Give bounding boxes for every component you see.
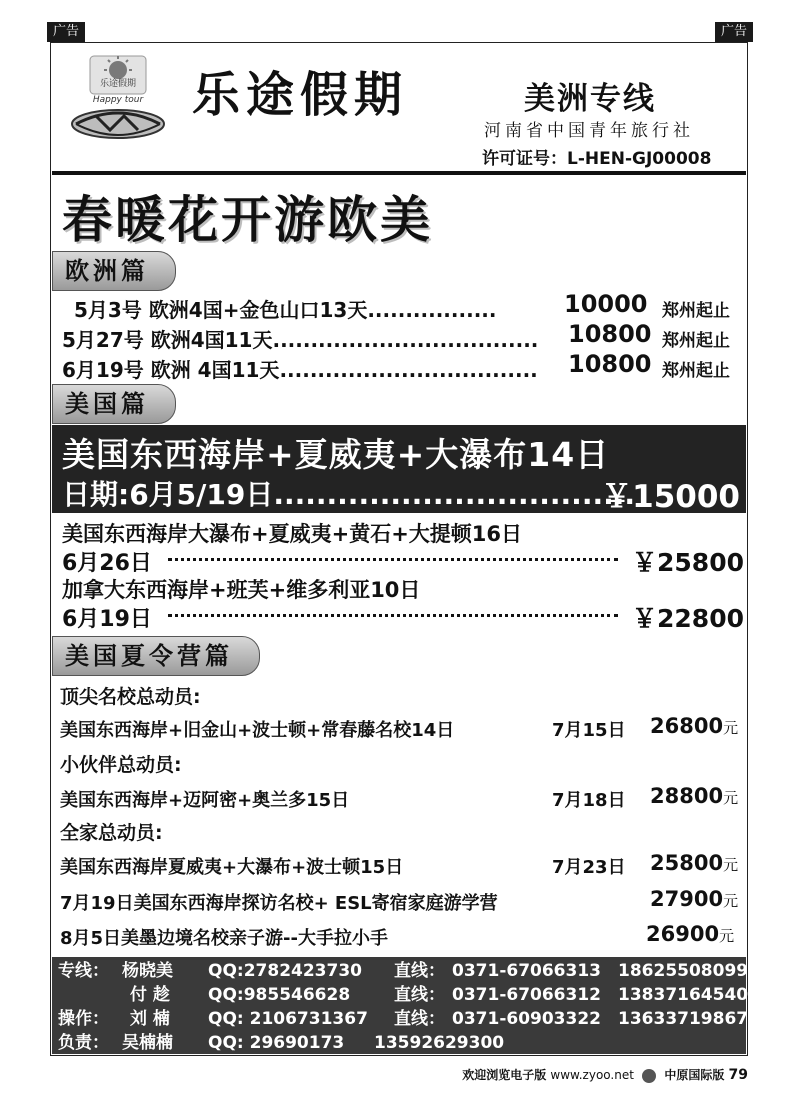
brand-name: 乐途假期 (192, 67, 409, 123)
contact-role: 操作： (58, 1009, 109, 1029)
usa-tour-price: ￥22800 (632, 604, 744, 633)
europe-row-date: 6月19号 (62, 358, 144, 382)
camp-date: 7月18日 (552, 790, 626, 811)
europe-row-dots: ................................... (272, 328, 539, 352)
camp-route: 美国东西海岸夏威夷+大瀑布+波士顿15日 (60, 857, 404, 878)
contact-qq: QQ:2782423730 (208, 961, 362, 981)
tab-summer-camp: 美国夏令营篇 (52, 636, 260, 676)
contact-tel[interactable]: 0371-67066313 (452, 961, 601, 981)
contact-tel[interactable]: 0371-60903322 (452, 1009, 601, 1029)
agency-name: 河南省中国青年旅行社 (484, 121, 694, 141)
europe-row-price-wrap (564, 290, 648, 318)
usa-tour-title: 加拿大东西海岸+班芙+维多利亚10日 (62, 578, 421, 602)
usa-tour-leader (168, 614, 618, 617)
page-footer (462, 1066, 748, 1083)
tab-europe: 欧洲篇 (52, 251, 176, 291)
usa-tour-date: 6月26日 (62, 551, 152, 576)
camp-price: 26800 (650, 714, 724, 738)
camp-extra-price-wrap (650, 887, 738, 911)
europe-row-note-wrap (662, 356, 730, 381)
contact-mobile[interactable]: 13592629300 (374, 1033, 505, 1053)
europe-row-price: 10800 (568, 320, 652, 348)
europe-row-route: 欧洲4国+金色山口13天 (148, 298, 368, 322)
contact-qq: QQ:985546628 (208, 985, 351, 1005)
camp-extra-price-wrap (646, 922, 734, 946)
brand-subtitle: 美洲专线 (524, 81, 656, 117)
contact-name: 杨晓美 (122, 961, 173, 981)
camp-route: 美国东西海岸+旧金山+波士顿+常春藤名校14日 (60, 720, 455, 741)
europe-row-note-wrap (662, 326, 730, 351)
featured-tour-title: 美国东西海岸+夏威夷+大瀑布14日 (62, 435, 610, 474)
header-divider (52, 171, 746, 175)
camp-date: 7月23日 (552, 857, 626, 878)
europe-row-note-wrap (662, 296, 730, 321)
main-title: 春暖花开游欧美 (62, 190, 433, 249)
contact-tel-label: 直线： (394, 1009, 445, 1029)
camp-price-unit: 元 (723, 856, 739, 874)
camp-group-heading: 全家总动员: (60, 822, 163, 844)
usa-tour-date: 6月19日 (62, 607, 152, 632)
featured-tour-price: ￥15000 (601, 479, 740, 515)
tab-usa: 美国篇 (52, 384, 176, 424)
ad-tag-right: 广告 (715, 22, 753, 42)
contact-qq: QQ: 2106731367 (208, 1009, 368, 1029)
ad-tag-left: 广告 (47, 22, 85, 42)
europe-row-note: 郑州起止 (662, 331, 730, 351)
contact-role: 专线： (58, 961, 109, 981)
europe-row-route: 欧洲4国11天 (150, 328, 273, 352)
camp-extra-route: 7月19日美国东西海岸探访名校+ ESL寄宿家庭游学营 (60, 893, 498, 914)
europe-row-price: 10800 (568, 350, 652, 378)
page-number: 79 (728, 1067, 748, 1083)
camp-extra-price: 27900 (650, 887, 724, 911)
camp-extra-price: 26900 (646, 922, 720, 946)
company-logo (66, 54, 170, 142)
camp-price-unit: 元 (723, 719, 739, 737)
europe-row-date: 5月27号 (62, 328, 144, 352)
camp-extra-price-unit: 元 (723, 892, 739, 910)
europe-row-dots: ................. (367, 298, 497, 322)
camp-price: 28800 (650, 784, 724, 808)
camp-price: 25800 (650, 851, 724, 875)
footer-url[interactable]: www.zyoo.net (550, 1068, 634, 1082)
europe-row-price-wrap (568, 320, 652, 348)
contact-mobile[interactable]: 13837164540 (618, 985, 749, 1005)
europe-row-route: 欧洲 4国11天 (150, 358, 280, 382)
camp-group-heading: 顶尖名校总动员: (60, 686, 201, 708)
contact-tel-label: 直线： (394, 985, 445, 1005)
footer-edition: 中原国际版 (664, 1068, 725, 1082)
contact-mobile[interactable]: 18625508099 (618, 961, 749, 981)
featured-tour-date: 日期:6月5/19日.................................. (62, 478, 636, 511)
contact-name: 吴楠楠 (122, 1033, 173, 1053)
europe-row-note: 郑州起止 (662, 361, 730, 381)
usa-tour-leader (168, 558, 618, 561)
europe-row-date: 5月3号 (74, 298, 142, 322)
logo-text: 乐途假期 (99, 79, 137, 89)
europe-row-dots: .................................. (279, 358, 538, 382)
europe-row-price: 10000 (564, 290, 648, 318)
europe-row (74, 294, 497, 323)
camp-route: 美国东西海岸+迈阿密+奥兰多15日 (60, 790, 350, 811)
europe-row (62, 324, 538, 353)
camp-group-heading: 小伙伴总动员: (60, 754, 182, 776)
camp-date: 7月15日 (552, 720, 626, 741)
usa-tour-price: ￥25800 (632, 548, 744, 577)
contact-mobile[interactable]: 13633719867 (618, 1009, 749, 1029)
camp-price-wrap (650, 851, 738, 875)
license-number: 许可证号：L-HEN-GJ00008 (482, 149, 712, 169)
camp-extra-price-unit: 元 (719, 927, 735, 945)
contact-name: 付 趁 (130, 985, 170, 1005)
contact-tel[interactable]: 0371-67066312 (452, 985, 601, 1005)
contact-qq: QQ: 29690173 (208, 1033, 345, 1053)
camp-extra-route: 8月5日美墨边境名校亲子游--大手拉小手 (60, 928, 388, 949)
contact-tel-label: 直线： (394, 961, 445, 981)
camp-price-wrap (650, 784, 738, 808)
footer-welcome: 欢迎浏览电子版 (462, 1068, 547, 1082)
usa-tour-title: 美国东西海岸大瀑布+夏威夷+黄石+大提顿16日 (62, 522, 523, 546)
logo-subtext: Happy tour (92, 95, 144, 105)
europe-row-price-wrap (568, 350, 652, 378)
camp-price-unit: 元 (723, 789, 739, 807)
europe-row (62, 354, 538, 383)
contact-panel (52, 957, 749, 1054)
contact-role: 负责： (58, 1033, 109, 1053)
contact-name: 刘 楠 (130, 1009, 170, 1029)
europe-row-note: 郑州起止 (662, 301, 730, 321)
footer-logo-icon (642, 1069, 656, 1083)
camp-price-wrap (650, 714, 738, 738)
featured-tour (52, 425, 746, 513)
